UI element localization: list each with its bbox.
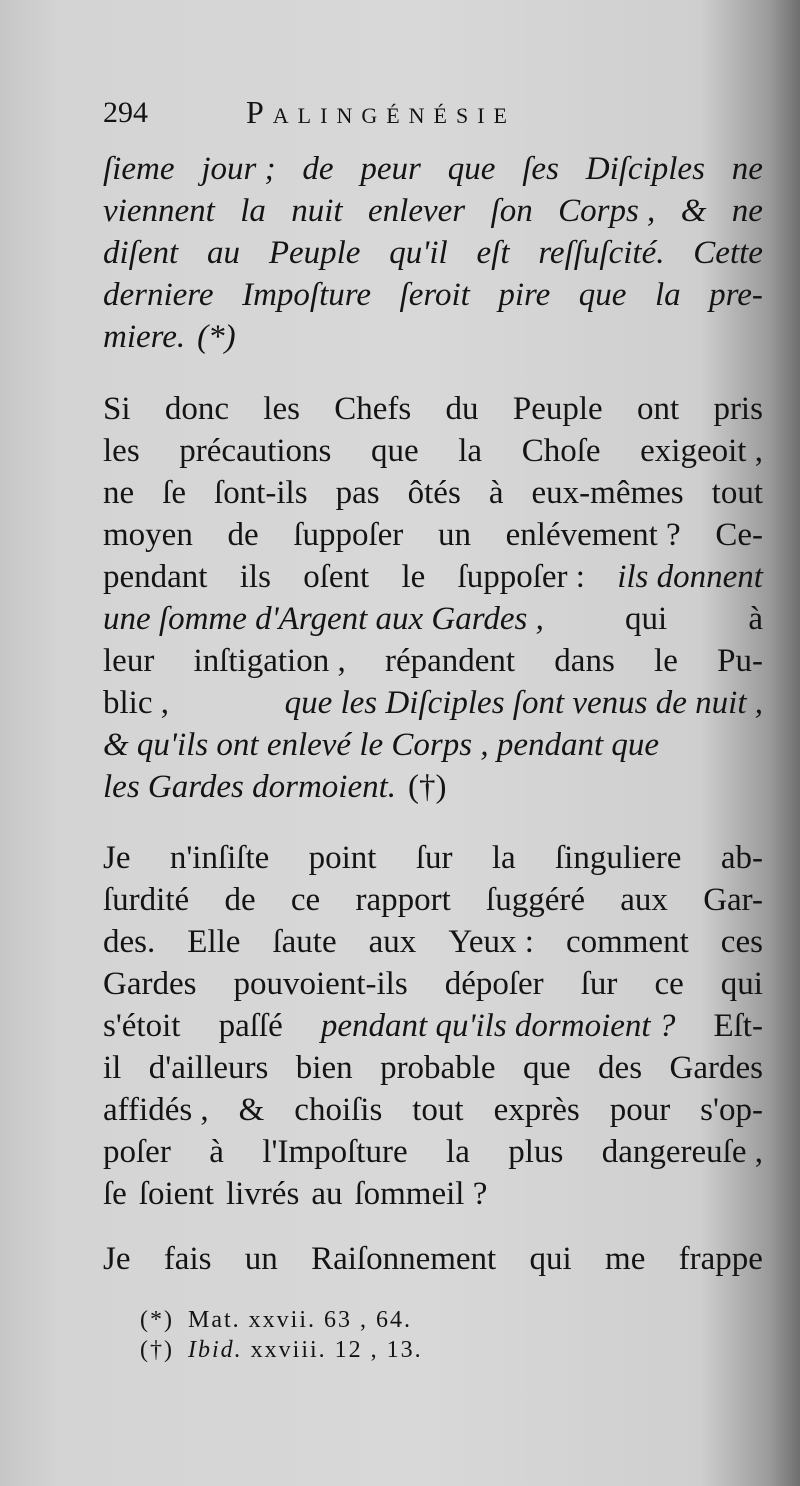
word: nuit (291, 193, 343, 229)
text-line (103, 388, 763, 430)
text-line (103, 1131, 763, 1173)
word: qu'il (389, 235, 448, 271)
text-line (103, 879, 763, 921)
word: ſont-ils (214, 475, 308, 511)
word: tout (711, 475, 763, 511)
word: ne (103, 475, 135, 511)
word: ce (290, 882, 321, 918)
text-line (103, 963, 763, 1005)
word: un (244, 1241, 278, 1277)
word: peur (360, 151, 421, 187)
word: ſuppoſer : (457, 559, 585, 595)
word: affidés , (103, 1092, 209, 1128)
word: me (605, 1241, 646, 1277)
word: ab- (720, 840, 763, 876)
text-line (103, 837, 763, 879)
word: derniere (103, 277, 214, 313)
word: les Gardes dormoient. (103, 769, 397, 805)
word: à (209, 1134, 224, 1170)
word: à (488, 475, 504, 511)
word: des (598, 1050, 643, 1086)
page-number: 294 (103, 96, 148, 129)
word: Gar- (703, 882, 763, 918)
word: choiſis (294, 1092, 383, 1128)
word: la (458, 433, 483, 469)
word: exprès (493, 1092, 580, 1128)
word: dangereuſe , (601, 1134, 763, 1170)
word: l'Impoſture (262, 1134, 408, 1170)
word: Raiſonnement (311, 1241, 497, 1277)
word: une ſomme d'Argent aux Gardes , (103, 601, 544, 637)
word: blic , (103, 685, 169, 721)
text-line (103, 1089, 763, 1131)
word: ſe (103, 1176, 127, 1212)
text-line (103, 430, 763, 472)
word: fais (163, 1241, 212, 1277)
word: dans (554, 643, 615, 679)
word: probable (380, 1050, 496, 1086)
text-line (103, 640, 763, 682)
word: eſt (476, 235, 510, 271)
word: paſſé (218, 1008, 283, 1044)
word: que (522, 1050, 571, 1086)
word: (†) (408, 769, 447, 805)
word: les (103, 433, 140, 469)
word: viennent (103, 193, 215, 229)
word: diſent (103, 235, 179, 271)
word: de (227, 517, 259, 553)
word: dépoſer (444, 966, 544, 1002)
footnote-2 (140, 1335, 560, 1365)
word: Yeux : (448, 924, 534, 960)
word: Peuple (512, 391, 603, 427)
paragraph-1 (103, 148, 763, 358)
text-line (103, 1173, 763, 1215)
text-line (103, 190, 763, 232)
word: comment (565, 924, 689, 960)
text-line (103, 556, 763, 598)
word: les (263, 391, 300, 427)
text-line (103, 148, 763, 190)
word: aux (368, 924, 417, 960)
word: ſommeil ? (354, 1176, 488, 1212)
word: ſoient (138, 1176, 214, 1212)
word: Elle (187, 924, 241, 960)
word: frappe (678, 1241, 763, 1277)
footnote-ref: (†) (140, 1337, 174, 1363)
word: Choſe (521, 433, 601, 469)
footnotes (140, 1305, 560, 1365)
text-line (103, 724, 763, 766)
word: du (445, 391, 479, 427)
word: de (224, 882, 256, 918)
footnote-ref: (*) (140, 1307, 174, 1333)
word: exigeoit , (640, 433, 763, 469)
text-line (103, 682, 763, 724)
word: qui (529, 1241, 572, 1277)
word: pas (335, 475, 380, 511)
word: ſieme (103, 151, 175, 187)
word: un (437, 517, 471, 553)
word: n'inſiſte (169, 840, 270, 876)
word: tout (412, 1092, 464, 1128)
word: ſinguliere (555, 840, 682, 876)
word: il (103, 1050, 122, 1086)
word: Gardes (669, 1050, 763, 1086)
word: ſur (580, 966, 618, 1002)
text-line (103, 1047, 763, 1089)
text-line (103, 766, 763, 808)
footnote-text: Mat. xxvii. 63 , 64. (187, 1307, 412, 1333)
word: le (401, 559, 426, 595)
word: inſtigation , (193, 643, 346, 679)
word: (*) (197, 319, 236, 355)
footnote-text: xxviii. 12 , 13. (250, 1337, 423, 1363)
word: répandent (384, 643, 516, 679)
word: bien (295, 1050, 353, 1086)
word: enlever (368, 193, 466, 229)
word: miere. (103, 319, 186, 355)
paragraph-3 (103, 837, 763, 1215)
word: le (654, 643, 678, 679)
word: ſes (522, 151, 559, 187)
paragraph-4 (103, 1238, 763, 1280)
word: livrés (225, 1176, 300, 1212)
word: ſuppoſer (293, 517, 404, 553)
word: point (308, 840, 377, 876)
word: reſſuſcité. (538, 235, 665, 271)
word: ſeroit (399, 277, 470, 313)
word: ils donnent (617, 559, 763, 595)
word: & (238, 1092, 265, 1128)
word: ſur (415, 840, 453, 876)
word: pire (498, 277, 551, 313)
word: Impoſture (242, 277, 372, 313)
word: au (206, 235, 240, 271)
word: ſuggéré (486, 882, 585, 918)
word: plus (508, 1134, 564, 1170)
word: & (680, 193, 707, 229)
word: Gardes (103, 966, 197, 1002)
page-header (103, 88, 623, 138)
word: de (302, 151, 334, 187)
text-line (103, 514, 763, 556)
word: Pu- (717, 643, 763, 679)
text-line (103, 316, 763, 358)
word: ne (731, 151, 763, 187)
text-line (103, 1005, 763, 1047)
word: pour (609, 1092, 671, 1128)
word: Si (103, 391, 131, 427)
word: la (491, 840, 516, 876)
paragraph-2 (103, 388, 763, 808)
word: s'op- (700, 1092, 763, 1128)
word: moyen (103, 517, 193, 553)
word: jour ; (201, 151, 276, 187)
word: au (311, 1176, 343, 1212)
word: des. (103, 924, 156, 960)
word: pris (713, 391, 763, 427)
word: ne (731, 193, 763, 229)
word: ſon (490, 193, 533, 229)
word: la (654, 277, 681, 313)
word: d'ailleurs (148, 1050, 269, 1086)
text-line (103, 232, 763, 274)
text-line (103, 1238, 763, 1280)
word: pre- (709, 277, 763, 313)
text-line (103, 274, 763, 316)
text-line (103, 921, 763, 963)
footnote-ibid: Ibid. (187, 1337, 243, 1363)
word: Chefs (334, 391, 412, 427)
word: poſer (103, 1134, 171, 1170)
word: pendant qu'ils dormoient ? (320, 1008, 676, 1044)
word: Ce- (715, 517, 763, 553)
word: & qu'ils ont enlevé le Corps , pendant que (103, 727, 660, 763)
word: ſurdité (103, 882, 190, 918)
word: eux-mêmes (531, 475, 684, 511)
word: enlévement ? (505, 517, 681, 553)
word: la (240, 193, 266, 229)
word: précautions (179, 433, 332, 469)
word: que (447, 151, 496, 187)
word: que les Diſciples ſont venus de nuit , (284, 685, 763, 721)
word: ôtés (407, 475, 461, 511)
word: pouvoient-ils (233, 966, 408, 1002)
word: ſe (162, 475, 187, 511)
word: ces (720, 924, 763, 960)
word: ils (239, 559, 271, 595)
word: Cette (693, 235, 763, 271)
word: pendant (103, 559, 208, 595)
word: aux (620, 882, 668, 918)
word: qui (720, 966, 763, 1002)
word: oſent (303, 559, 370, 595)
word: Corps , (558, 193, 656, 229)
word: que (371, 433, 419, 469)
word: s'étoit (103, 1008, 181, 1044)
word: rapport (355, 882, 451, 918)
word: à (748, 601, 763, 637)
word: donc (164, 391, 229, 427)
word: qui (625, 601, 668, 637)
word: Diſciples (585, 151, 705, 187)
word: Je (103, 840, 131, 876)
word: ont (636, 391, 680, 427)
word: Peuple (268, 235, 361, 271)
word: ce (654, 966, 684, 1002)
text-line (103, 472, 763, 514)
word: la (446, 1134, 470, 1170)
word: leur (103, 643, 155, 679)
word: Eſt- (713, 1008, 763, 1044)
word: que (578, 277, 627, 313)
running-title: Palingénésie (246, 94, 516, 130)
text-line (103, 598, 763, 640)
word: Je (103, 1241, 131, 1277)
footnote-1 (140, 1305, 560, 1335)
word: ſaute (272, 924, 337, 960)
